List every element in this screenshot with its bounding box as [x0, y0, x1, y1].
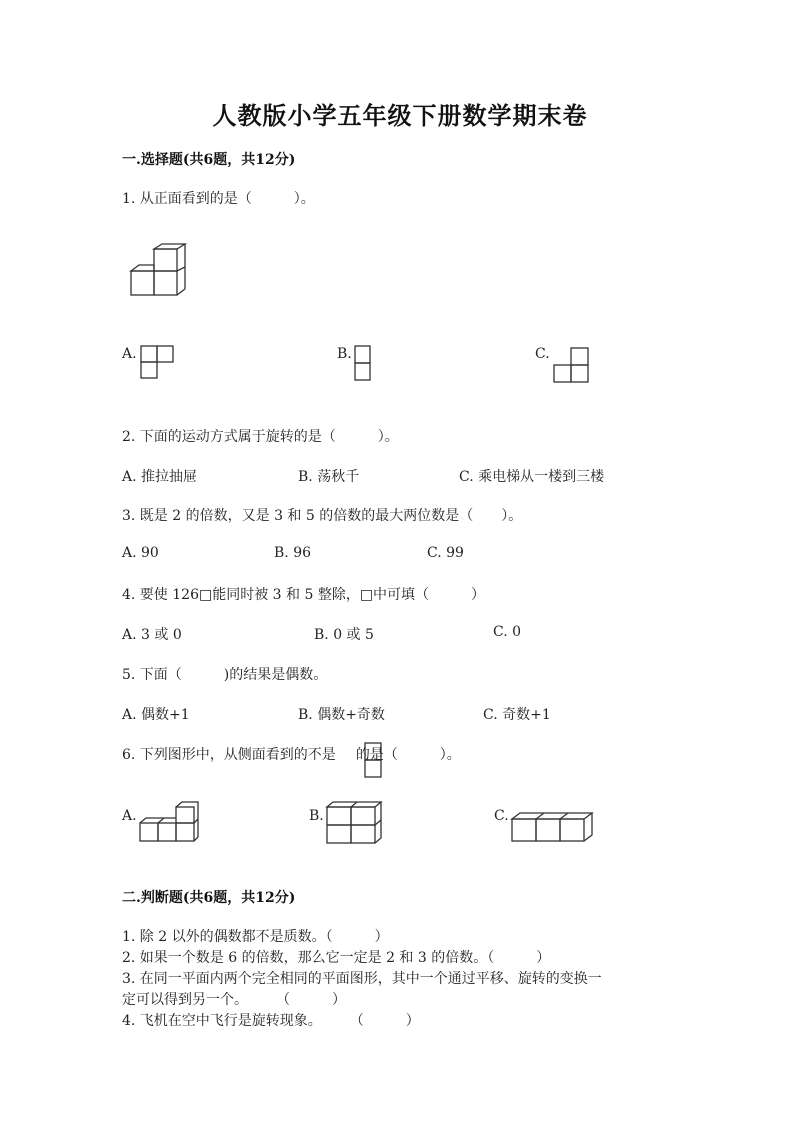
q1-option-b: B. [337, 346, 352, 362]
q1-option-a: A. [122, 346, 137, 362]
q6-inline-two-squares-figure [364, 742, 384, 780]
q6-option-c-figure [510, 811, 594, 845]
judgement-3-line-2: 定可以得到另一个。 （ ） [122, 992, 346, 1008]
q1-option-a-figure [140, 345, 176, 381]
section-heading-judgement: 二.判断题(共6题，共12分) [122, 890, 296, 906]
question-4: 4. 要使 126□能同时被 3 和 5 整除，□中可填（ ） [122, 587, 486, 603]
q1-option-c-figure [553, 347, 593, 383]
q4-option-a: A. 3 或 0 [122, 627, 182, 643]
q2-option-b: B. 荡秋千 [298, 469, 360, 485]
question-2: 2. 下面的运动方式属于旋转的是（ ）。 [122, 429, 399, 445]
question-3: 3. 既是 2 的倍数，又是 3 和 5 的倍数的最大两位数是（ ）。 [122, 508, 523, 524]
judgement-2: 2. 如果一个数是 6 的倍数，那么它一定是 2 和 3 的倍数。（ ） [122, 950, 551, 966]
judgement-1: 1. 除 2 以外的偶数都不是质数。（ ） [122, 929, 389, 945]
q1-option-b-figure [354, 345, 374, 381]
q3-option-a: A. 90 [122, 545, 159, 561]
question-5: 5. 下面（ )的结果是偶数。 [122, 667, 328, 683]
question-6-text-before: 6. 下列图形中，从侧面看到的不是 [122, 747, 336, 763]
q6-option-c: C. [494, 808, 509, 824]
question-1: 1. 从正面看到的是（ ）。 [122, 191, 315, 207]
q3-option-c: C. 99 [427, 545, 464, 561]
judgement-3-line-1: 3. 在同一平面内两个完全相同的平面图形，其中一个通过平移、旋转的变换一 [122, 971, 602, 987]
q5-option-a: A. 偶数+1 [122, 707, 190, 723]
q6-option-a: A. [122, 808, 137, 824]
q5-option-c: C. 奇数+1 [483, 707, 551, 723]
q3-option-b: B. 96 [274, 545, 312, 561]
q2-option-c: C. 乘电梯从一楼到三楼 [459, 469, 605, 485]
judgement-4: 4. 飞机在空中飞行是旋转现象。 （ ） [122, 1013, 420, 1029]
q6-option-b: B. [309, 808, 324, 824]
q4-option-b: B. 0 或 5 [314, 627, 374, 643]
section-heading-choice: 一.选择题(共6题，共12分) [122, 152, 296, 168]
q2-option-a: A. 推拉抽屉 [122, 469, 198, 485]
q6-option-a-figure [138, 801, 198, 843]
question-6 [122, 744, 461, 764]
q6-option-b-figure [325, 801, 385, 845]
q4-option-c: C. 0 [493, 624, 522, 640]
q5-option-b: B. 偶数+奇数 [298, 707, 385, 723]
q1-option-c: C. [535, 346, 550, 362]
q1-cube-figure [130, 243, 190, 298]
question-6-text-after: 的是（ ）。 [355, 747, 461, 763]
page-title: 人教版小学五年级下册数学期末卷 [212, 101, 588, 130]
